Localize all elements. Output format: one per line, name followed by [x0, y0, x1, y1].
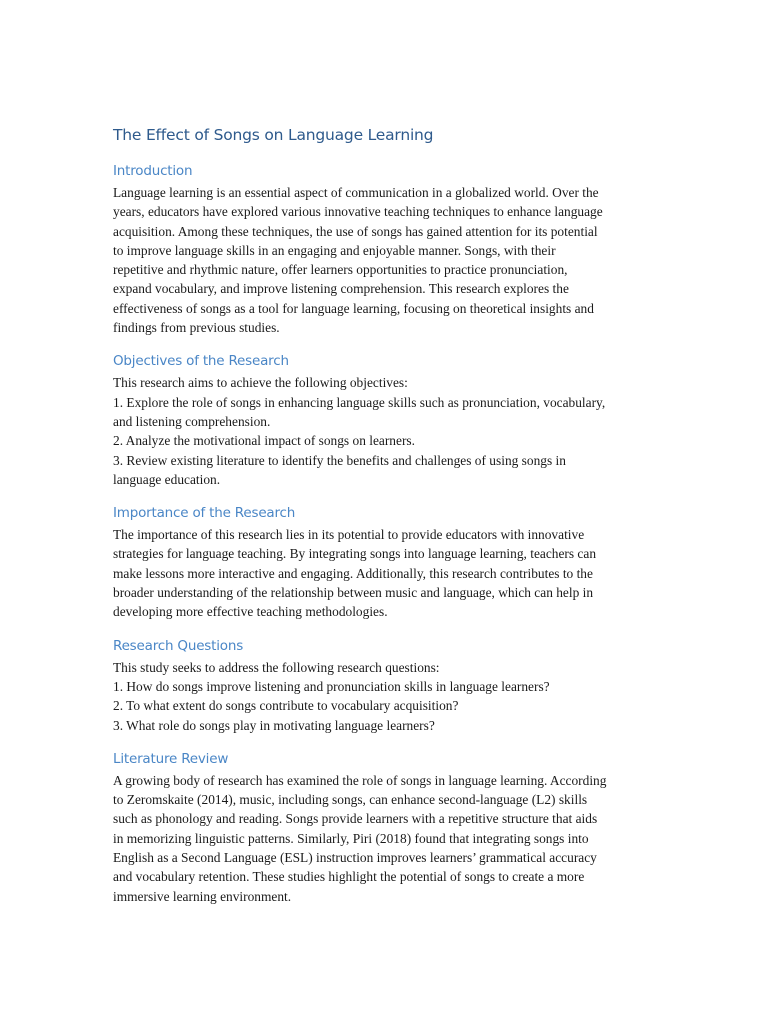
text-line: 1. How do songs improve listening and pronunciation skills in language learners?	[113, 678, 550, 694]
text-line: The importance of this research lies in its potential to provide educators with innovative	[113, 527, 585, 543]
text-line: immersive learning environment.	[113, 888, 292, 904]
section-heading: Importance of the Research	[113, 505, 296, 522]
text-line: 2. Analyze the motivational impact of songs on learners.	[113, 433, 415, 449]
text-line: strategies for language teaching. By integrating songs into language learning, teachers can	[113, 546, 597, 562]
text-line: to improve language skills in an engaging and enjoyable manner. Songs, with their	[113, 242, 556, 258]
text-line: language education.	[113, 471, 221, 487]
section-body	[113, 771, 653, 906]
section-introduction	[113, 161, 653, 337]
text-line: expand vocabulary, and improve listening comprehension. This research explores the	[113, 281, 569, 297]
text-line: This research aims to achieve the following objectives:	[113, 375, 408, 391]
text-line: 2. To what extent do songs contribute to vocabulary acquisition?	[113, 698, 459, 714]
section-objectives-of-the-research	[113, 351, 653, 489]
text-line: effectiveness of songs as a tool for language learning, focusing on theoretical insights and	[113, 300, 594, 316]
text-line: 1. Explore the role of songs in enhancing language skills such as pronunciation, vocabulary,	[113, 394, 606, 410]
text-line: 3. What role do songs play in motivating language learners?	[113, 717, 435, 733]
section-heading: Literature Review	[113, 750, 229, 767]
text-line: A growing body of research has examined the role of songs in language learning. According	[113, 772, 607, 788]
section-literature-review	[113, 749, 653, 906]
text-line: Language learning is an essential aspect of communication in a globalized world. Over the	[113, 185, 599, 200]
text-line: and vocabulary retention. These studies highlight the potential of songs to create a more	[113, 869, 585, 885]
section-body	[113, 373, 653, 489]
section-heading: Introduction	[113, 163, 193, 179]
document-page	[113, 124, 653, 920]
section-research-questions	[113, 636, 653, 735]
document-sections	[113, 161, 653, 906]
section-body	[113, 525, 653, 621]
text-line: in memorizing linguistic patterns. Similarly, Piri (2018) found that integrating songs into	[113, 830, 589, 846]
section-heading: Research Questions	[113, 637, 244, 654]
text-line: English as a Second Language (ESL) instruction improves learners’ grammatical accuracy	[113, 850, 597, 866]
text-line: to Zeromskaite (2014), music, including songs, can enhance second-language (L2) skills	[113, 792, 588, 808]
section-body	[113, 183, 653, 337]
text-line: acquisition. Among these techniques, the use of songs has gained attention for its potential	[113, 223, 598, 239]
text-line: years, educators have explored various innovative teaching techniques to enhance language	[113, 204, 603, 220]
text-line: 3. Review existing literature to identify the benefits and challenges of using songs in	[113, 452, 566, 468]
section-importance-of-the-research	[113, 503, 653, 621]
text-line: make lessons more interactive and engaging. Additionally, this research contributes to the	[113, 565, 593, 581]
text-line: developing more effective teaching methodologies.	[113, 604, 388, 620]
document-title: The Effect of Songs on Language Learning	[113, 126, 434, 144]
text-line: broader understanding of the relationship between music and language, which can help in	[113, 585, 594, 601]
section-heading: Objectives of the Research	[113, 353, 289, 370]
section-body	[113, 658, 653, 735]
text-line: findings from previous studies.	[113, 320, 280, 336]
text-line: such as phonology and reading. Songs provide learners with a repetitive structure that aids	[113, 811, 598, 827]
text-line: This study seeks to address the following research questions:	[113, 659, 440, 675]
text-line: repetitive and rhythmic nature, offer learners opportunities to practice pronunciation,	[113, 262, 568, 278]
text-line: and listening comprehension.	[113, 413, 271, 429]
